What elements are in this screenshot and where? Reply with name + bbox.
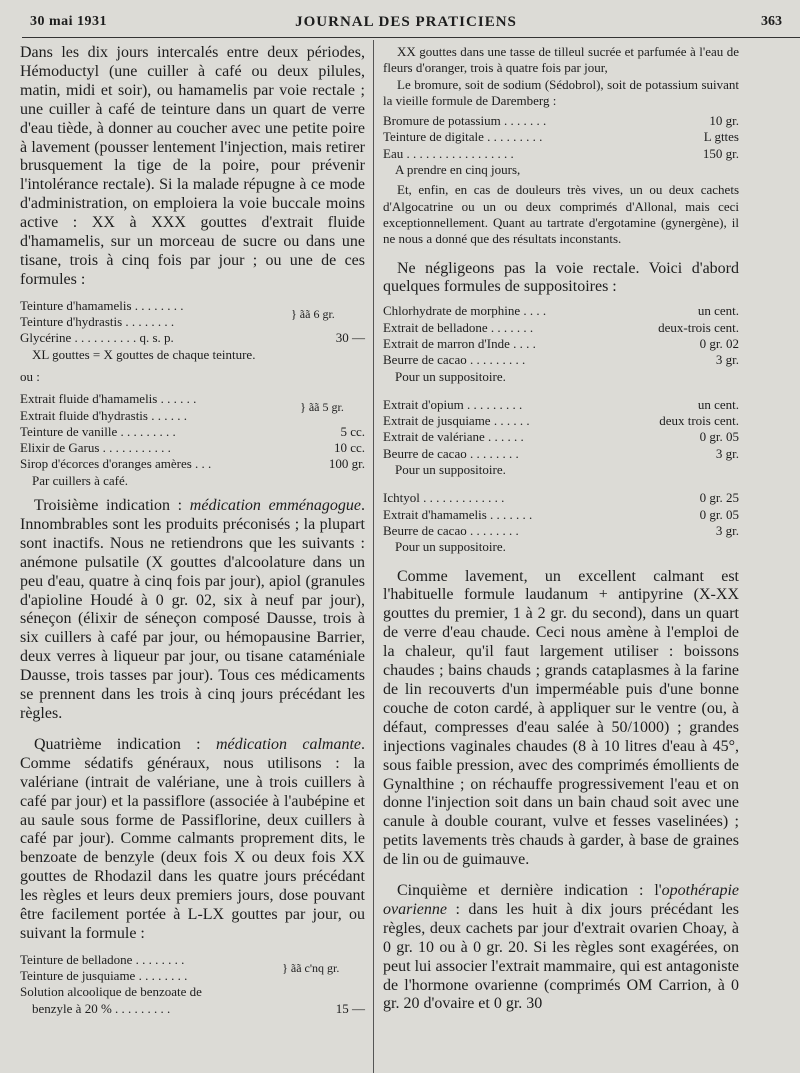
ingredient: Teinture d'hamamelis . . . . . . . . (20, 297, 184, 313)
header-rule (22, 37, 800, 38)
page-number: 363 (761, 14, 782, 29)
formula-daremberg (383, 113, 739, 162)
paragraph-calmante (20, 736, 365, 944)
formula-note: Pour un suppositoire. (395, 539, 506, 555)
amount: 0 gr. 05 (699, 506, 739, 522)
ingredient: Extrait fluide d'hydrastis . . . . . . (20, 407, 187, 423)
formula-row (383, 129, 739, 145)
formula-row (383, 303, 739, 319)
indication-title: médication calmante (215, 735, 362, 753)
amount: 10 gr. (709, 113, 739, 129)
formula-row (20, 1001, 365, 1017)
formula-row (20, 424, 365, 440)
paragraph-emmenagogue (20, 497, 365, 724)
amount: 150 gr. (702, 145, 739, 161)
indication-lead: Cinquième et dernière indication : l' (397, 882, 662, 900)
amount: un cent. (697, 303, 739, 319)
ingredient: Glycérine . . . . . . . . . . q. s. p. (20, 330, 174, 346)
amount: 3 gr. (715, 352, 739, 368)
formula-note: Par cuillers à café. (32, 472, 129, 488)
formula-row (383, 490, 739, 506)
left-column (20, 44, 365, 1017)
amount: 3 gr. (715, 445, 739, 461)
ingredient: Beurre de cacao . . . . . . . . . (383, 352, 526, 368)
indication-body: . Innombrables sont les produits préconisés ; la plupart sont inactifs. Nous ne retiendrons que les suivants : anémone pulsatile (X gouttes d'alcoolature dans un peu d'eau, quatre à cinq fois par jour), apiol (granules d'apioline Houdé à 0 gr. 02, six à neuf par jour), séneçon (élixir de séneçon composé Dausse, trois à six cuillers à café par jour, ou hémopausine Barrier, deux verres à liqueur par jour, ou tisane cataméniale Dausse, trois tasses par jour). Tous ces médicaments se prennent dans les trois à cinq jours précédant les règles. (20, 497, 365, 723)
formula-row (383, 113, 739, 129)
amount: 3 gr. (715, 522, 739, 538)
amount: 100 gr. (328, 456, 365, 472)
ingredient: Teinture d'hydrastis . . . . . . . . (20, 314, 175, 330)
amount: un cent. (697, 396, 739, 412)
ingredient: Teinture de digitale . . . . . . . . . (383, 129, 543, 145)
ingredient: Teinture de jusquiame . . . . . . . . (20, 968, 188, 984)
formula-note: Pour un suppositoire. (395, 462, 506, 478)
ingredient: benzyle à 20 % . . . . . . . . . (32, 1000, 171, 1016)
amount: deux-trois cent. (658, 319, 739, 335)
formula-note: XL gouttes = X gouttes de chaque teinture. (32, 346, 256, 362)
ingredient: Teinture de vanille . . . . . . . . . (20, 423, 176, 439)
voie-rectale-intro: Ne négligeons pas la voie rectale. Voici d'abord quelques formules de suppositoires : (383, 259, 739, 296)
indication-body: . Comme sédatifs généraux, nous utilisons : la valériane (intrait de valériane, une à trois cuillers à café par jour) et la passiflore (associée à l'aubépine et au saule sous forme de Passiflorine, deux cuillers à café par jour). Comme calmants proprement dits, le benzoate de benzyle (deux fois X ou deux fois XX gouttes de Rhodazil dans les quatre jours précédant les règles et leurs deux premiers jours, dose pouvant être facilement portée à L-LX gouttes par jour, ou suivant la formule : (20, 735, 366, 942)
tilleul-note: XX gouttes dans une tasse de tilleul sucrée et parfumée à l'eau de fleurs d'oranger, trois à quatre fois par jour, (383, 44, 739, 76)
douleurs-paragraph: Et, enfin, en cas de douleurs très vives, un ou deux cachets d'Algocatrine ou un ou deux comprimés d'Allonal, mais ceci exceptionnellement. Quant au tartrate d'ergotamine (gynergène), il ne nous a donné que des résultats inconstants. (383, 182, 739, 247)
formula-note: Pour un suppositoire. (395, 368, 506, 384)
amount: 0 gr. 25 (699, 490, 739, 506)
formula-row (383, 429, 739, 445)
ingredient: Extrait de jusquiame . . . . . . (383, 413, 530, 429)
paragraph-hamamelis: Dans les dix jours intercalés entre deux périodes, Hémoductyl (une cuiller à café ou deux pilules, matin, midi et soir), ou hamamelis par voie rectale ; une cuiller à café de teinture dans un quart de verre d'eau tiède, à donner au coucher avec une petite poire à lavement (pousser lentement l'injection, mais retirer brusquement la tige de la poire, pour prévenir l'intolérance rectale). Si la malade répugne à ce mode d'administration, on emploiera la voie buccale moins active : XX à XXX gouttes d'extrait fluide d'hamamelis, sur un morceau de sucre ou dans une tisane, trois à cinq fois par jour ; ou une de ces formules : (20, 44, 365, 288)
lavement-paragraph: Comme lavement, un excellent calmant est l'habituelle formule laudanum + antipyrine (X-XX gouttes du premier, 1 à 2 gr. du second), dans un quart de verre d'eau chaude. Ceci nous amène à l'emploi de la chaleur, qu'il faut largement utiliser : boissons chaudes ; bains chauds ; grands cataplasmes à la farine de lin recouverts d'un imperméable puis d'une bonne couche de coton cardé, à appliquer sur le ventre (ou, à défaut, compresses d'eau salée à 50/1000) ; grandes injections vaginales chaudes (8 à 10 litres d'eau à 45°, sous faible pression, avec des comprimés émollients de Gynalthine ; on réchauffe progressivement l'eau et on donne l'injection soit dans un bain chaud soit avec une canule à double courant, vulve et fesses vaselinées) ; petits lavements très chauds à garder, à base de graines de lin ou de guimauve. (383, 567, 739, 869)
formula-row (383, 352, 739, 368)
ingredient: Ichtyol . . . . . . . . . . . . . (383, 490, 505, 506)
formula-row (20, 984, 365, 1000)
ingredient: Beurre de cacao . . . . . . . . (383, 522, 519, 538)
opotherapie-paragraph (383, 882, 739, 1014)
amount: deux trois cent. (659, 413, 739, 429)
formula-benzoate (20, 952, 365, 1017)
formula-row (383, 146, 739, 162)
ingredient: Elixir de Garus . . . . . . . . . . . (20, 440, 171, 456)
ingredient: Extrait de marron d'Inde . . . . (383, 335, 536, 351)
amount: 30 — (335, 330, 365, 346)
ingredient: Sirop d'écorces d'oranges amères . . . (20, 456, 212, 472)
ingredient: Extrait d'opium . . . . . . . . . (383, 396, 523, 412)
formula-row (383, 507, 739, 523)
suppository-3 (383, 490, 739, 539)
ingredient: Extrait d'hamamelis . . . . . . . (383, 506, 533, 522)
suppository-1 (383, 303, 739, 368)
indication-body: : dans les huit à dix jours précédant les règles, deux cachets par jour d'extrait ovarien Choay, à 0 gr. 10 ou à 0 gr. 20. Si les règles sont exagérées, on peut lui associer l'extrait mammaire, qui est antagoniste de l'hormone ovarienne (comprimés OM Carrion, à 0 gr. 20 d'ovaire et 0 gr. 30 (383, 900, 739, 1013)
amount: 15 — (335, 1000, 365, 1016)
suppository-2 (383, 397, 739, 462)
amount: 5 cc. (340, 423, 365, 439)
formula-row (20, 298, 365, 314)
formula-extraits (20, 391, 365, 472)
ou-label: ou : (20, 368, 40, 384)
indication-lead: Troisième indication : (34, 497, 190, 515)
formula-row (383, 336, 739, 352)
issue-date: 30 mai 1931 (30, 14, 108, 29)
dose-brace: } ãã 5 gr. (300, 400, 344, 415)
amount: L gttes (703, 129, 739, 145)
ingredient: Extrait fluide d'hamamelis . . . . . . (20, 391, 197, 407)
formula-row (20, 456, 365, 472)
formula-row (20, 391, 365, 407)
amount: 10 cc. (333, 440, 365, 456)
amount: 0 gr. 02 (699, 335, 739, 351)
running-header (30, 14, 782, 34)
indication-lead: Quatrième indication : (34, 735, 216, 753)
formula-row (20, 330, 365, 346)
formula-row (383, 523, 739, 539)
formula-hamamelis (20, 298, 365, 347)
column-divider (373, 40, 374, 1073)
amount: 0 gr. 05 (699, 429, 739, 445)
ingredient: Eau . . . . . . . . . . . . . . . . . (383, 145, 514, 161)
formula-row (383, 397, 739, 413)
indication-title: médication emménagogue (189, 497, 361, 515)
formula-row (20, 952, 365, 968)
ingredient: Bromure de potassium . . . . . . . (383, 113, 547, 129)
formula-row (383, 413, 739, 429)
bromure-intro: Le bromure, soit de sodium (Sédobrol), soit de potassium suivant la vieille formule de Daremberg : (383, 76, 739, 108)
ingredient: Extrait de valériane . . . . . . (383, 429, 524, 445)
dose-brace: } ãã c'nq gr. (282, 961, 340, 976)
dose-brace: } ãã 6 gr. (291, 306, 335, 321)
formula-row (383, 320, 739, 336)
formula-note: A prendre en cinq jours, (395, 162, 521, 178)
ingredient: Teinture de belladone . . . . . . . . (20, 951, 185, 967)
ingredient: Solution alcoolique de benzoate de (20, 984, 202, 1000)
ingredient: Beurre de cacao . . . . . . . . (383, 445, 519, 461)
indication-title: opothérapie ovarienne (383, 882, 739, 918)
formula-row (383, 446, 739, 462)
journal-title: JOURNAL DES PRATICIENS (295, 14, 517, 30)
ingredient: Extrait de belladone . . . . . . . (383, 319, 534, 335)
right-column (383, 44, 739, 1014)
formula-row (20, 440, 365, 456)
ingredient: Chlorhydrate de morphine . . . . (383, 303, 547, 319)
